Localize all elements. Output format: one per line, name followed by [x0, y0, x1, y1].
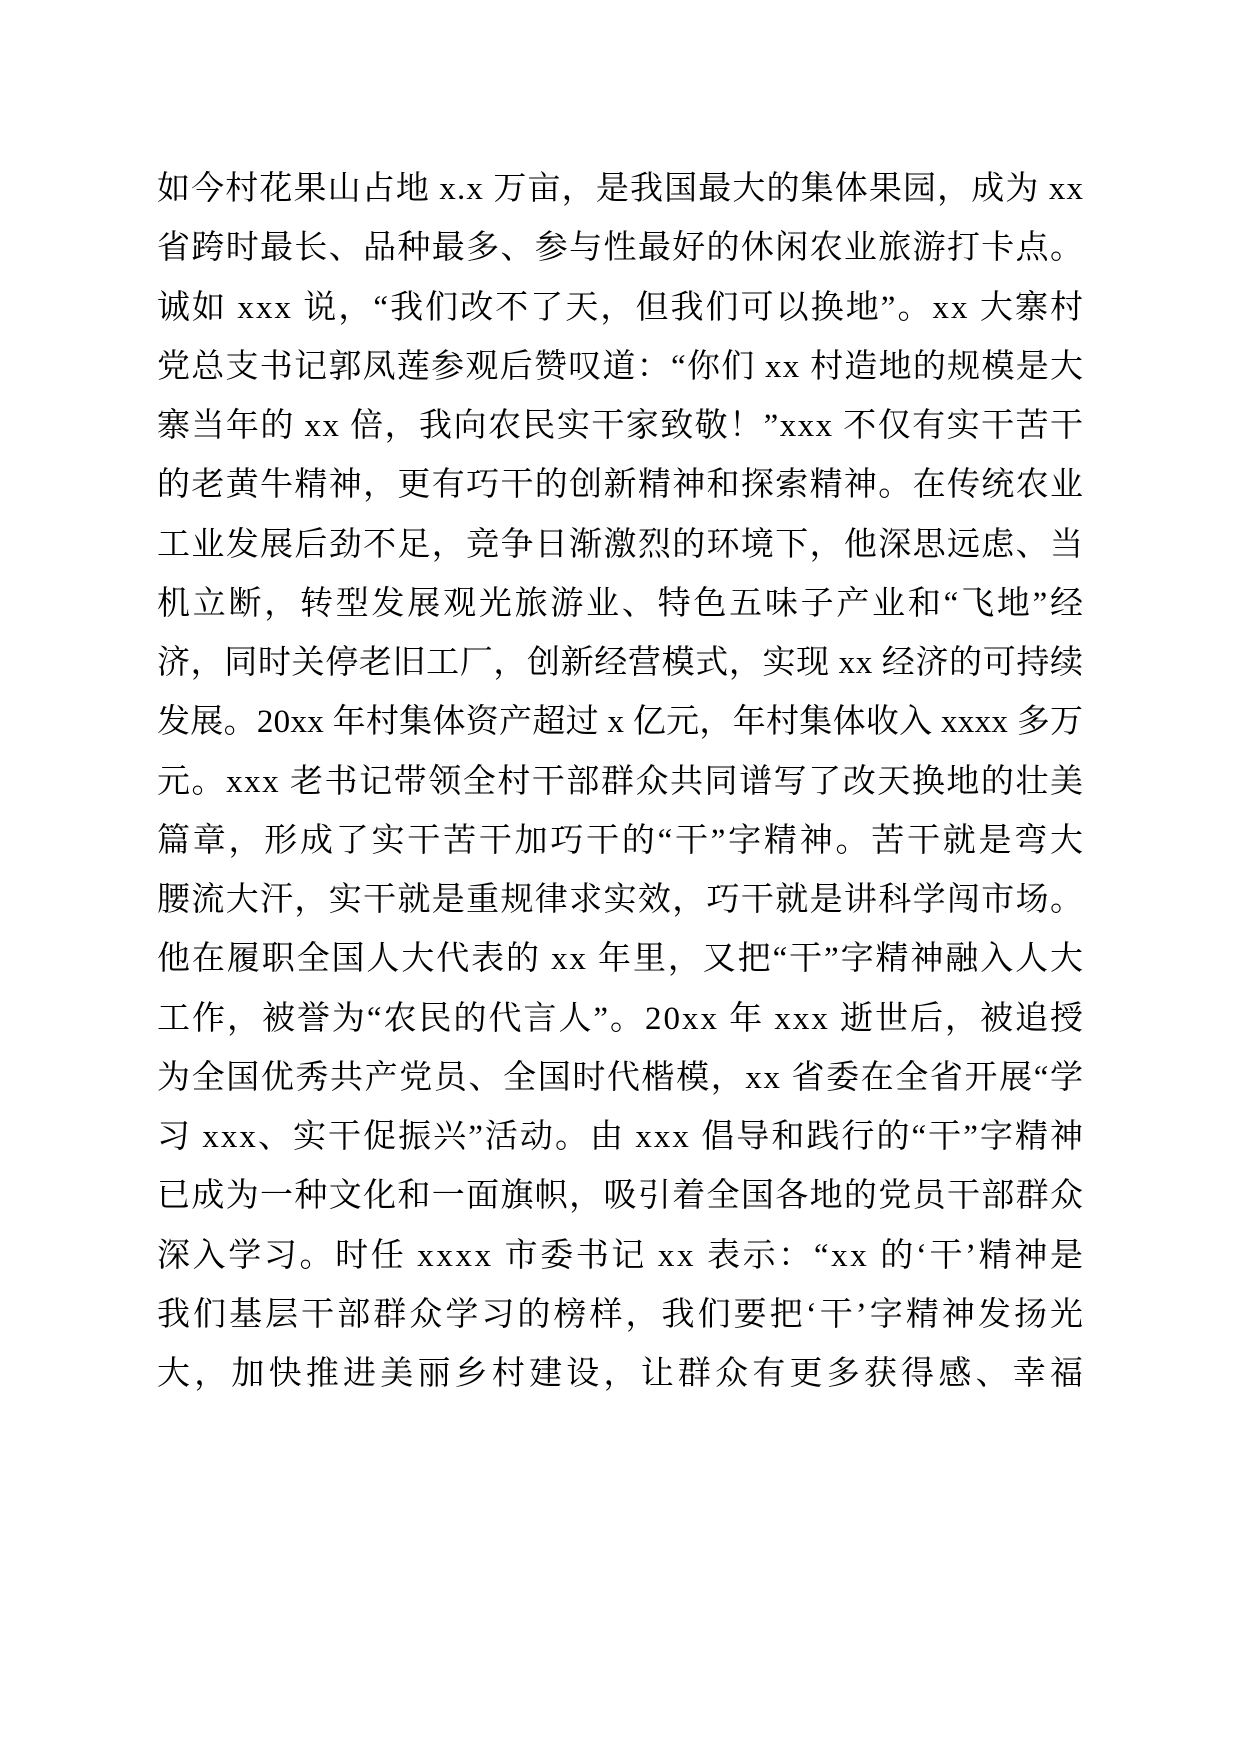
text-line: 已成为一种文化和一面旗帜，吸引着全国各地的党员干部群众: [157, 1178, 1085, 1215]
text-line: 发展。20xx 年村集体资产超过 x 亿元，年村集体收入 xxxx 多万: [157, 704, 1084, 741]
text-line: 腰流大汗，实干就是重规律求实效，巧干就是讲科学闯市场。: [157, 882, 1085, 918]
text-line: 工作，被誉为“农民的代言人”。20xx 年 xxx 逝世后，被追授: [157, 1000, 1085, 1037]
text-line: 党总支书记郭凤莲参观后赞叹道：“你们 xx 村造地的规模是大: [157, 348, 1085, 385]
text-line: 寨当年的 xx 倍，我向农民实干家致敬！”xxx 不仅有实干苦干: [157, 408, 1085, 444]
text-line: 元。xxx 老书记带领全村干部群众共同谱写了改天换地的壮美: [157, 763, 1085, 800]
text-line: 他在履职全国人大代表的 xx 年里，又把“干”字精神融入人大: [157, 941, 1085, 978]
text-line: 如今村花果山占地 x.x 万亩，是我国最大的集体果园，成为 xx: [157, 171, 1085, 207]
text-line: 习 xxx、实干促振兴”活动。由 xxx 倡导和践行的“干”字精神: [157, 1119, 1086, 1155]
text-line: 我们基层干部群众学习的榜样，我们要把‘干’字精神发扬光: [157, 1296, 1087, 1333]
text-line: 为全国优秀共产党员、全国时代楷模，xx 省委在全省开展“学: [157, 1059, 1085, 1096]
text-line: 的老黄牛精神，更有巧干的创新精神和探索精神。在传统农业: [157, 467, 1085, 504]
body-text: [157, 160, 1088, 1404]
text-line: 省跨时最长、品种最多、参与性最好的休闲农业旅游打卡点。: [157, 230, 1085, 267]
text-line: 大，加快推进美丽乡村建设，让群众有更多获得感、幸福: [157, 1356, 1088, 1392]
text-line: 济，同时关停老旧工厂，创新经营模式，实现 xx 经济的可持续: [157, 645, 1084, 681]
text-line: 篇章，形成了实干苦干加巧干的“干”字精神。苦干就是弯大: [157, 822, 1086, 859]
text-line: 工业发展后劲不足，竞争日渐激烈的环境下，他深思远虑、当: [157, 526, 1085, 563]
text-line: 诚如 xxx 说，“我们改不了天，但我们可以换地”。xx 大寨村: [157, 289, 1086, 326]
text-line: 机立断，转型发展观光旅游业、特色五味子产业和“飞地”经: [157, 585, 1086, 622]
text-line: 深入学习。时任 xxxx 市委书记 xx 表示：“xx 的‘干’精神是: [157, 1237, 1086, 1274]
